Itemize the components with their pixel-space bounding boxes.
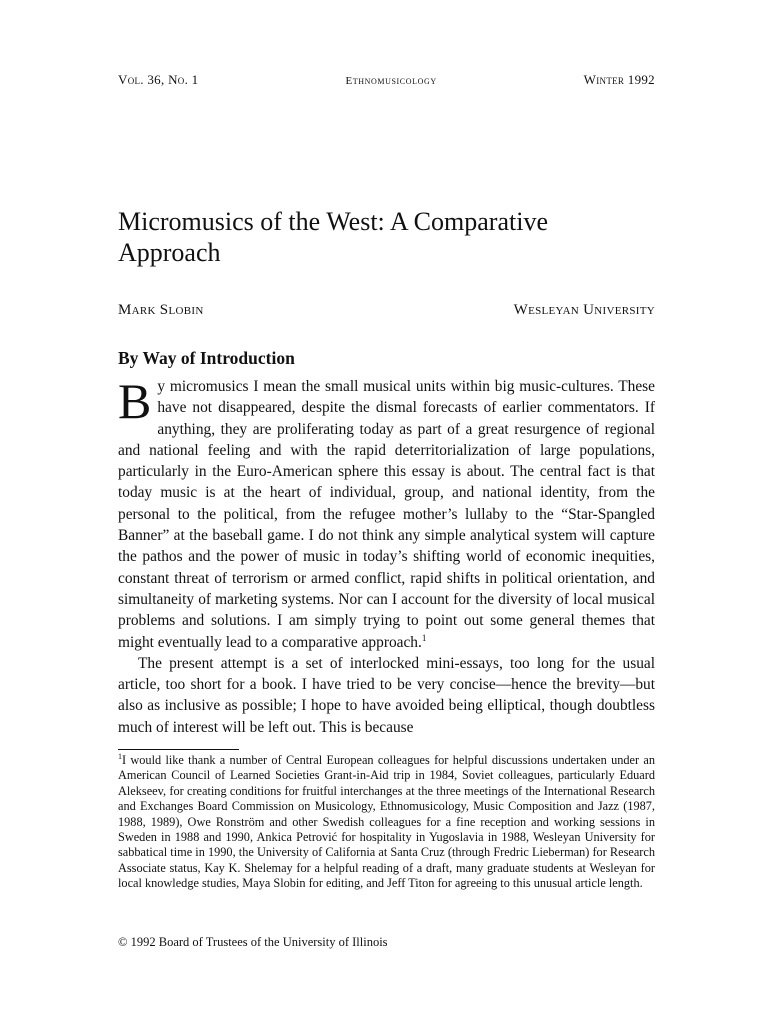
footnote-text: I would like thank a number of Central European colleagues for helpful discussions undertaken under an American Council of Learned Societies Grant-in-Aid trip in 1984, Soviet colleagues, particularly Eduard Alekseev, for creating conditions for fruitful interchanges at the three meetings of the International Research and Exchanges Board Commission on Musicology, Ethnomusicology, Music Composition and Jazz (1987, 1988, 1989), Owe Ronström and other Swedish colleagues for a fine reception and working sessions in Sweden in 1988 and 1990, Ankica Petrović for hospitality in Yugoslavia in 1988, Wesleyan University for sabbatical time in 1990, the University of California at Santa Cruz (through Fredric Lieberman) for Research Associate status, Kay K. Shelemay for a helpful reading of a draft, many graduate students at Wesleyan for local knowledge studies, Maya Slobin for editing, and Jeff Titon for agreeing to this unusual article length. (118, 753, 655, 891)
paragraph-2: The present attempt is a set of interlocked mini-essays, too long for the usual article, too short for a book. I have tried to be very concise—hence the brevity—but also as inclusive as possible; I hope to have avoided being elliptical, though doubtless much of interest will be left out. This is because (118, 654, 655, 736)
article-title: Micromusics of the West: A Comparative Approach (118, 207, 548, 267)
running-head-volume: Vol. 36, No. 1 (118, 72, 199, 87)
footnote-reference[interactable]: 1 (421, 632, 427, 643)
byline (118, 302, 655, 319)
paragraph-1-text: y micromusics I mean the small musical units within big music-cultures. These have not disappeared, despite the dismal forecasts of earlier commentators. If anything, they are proliferating today as part of a great resurgence of regional and national feeling and with the rapid deterritorialization of large populations, particularly in the Euro-American sphere this essay is about. The central fact is that today music is at the heart of individual, group, and national identity, from the personal to the political, from the refugee mother’s lullaby to the “Star-Spangled Banner” at the baseball game. I do not think any simple analytical system will capture the pathos and the power of music in today’s shifting world of economic inequities, constant threat of terrorism or armed conflict, rapid shifts in political orientation, and simultaneity of marketing systems. Nor can I account for the diversity of local musical problems and solutions. I am simply trying to point out some general themes that might eventually lead to a comparative approach. (118, 378, 655, 651)
running-head-issue-date: Winter 1992 (583, 72, 655, 87)
section-heading: By Way of Introduction (118, 348, 295, 368)
copyright-notice: © 1992 Board of Trustees of the University of Illinois (118, 935, 388, 949)
author-affiliation: Wesleyan University (513, 302, 655, 318)
footnote-marker: 1 (118, 752, 122, 761)
drop-cap: B (118, 373, 152, 429)
paragraph-1 (118, 373, 655, 653)
body-text (118, 373, 655, 738)
running-head (118, 72, 655, 88)
running-head-journal: Ethnomusicology (345, 75, 437, 87)
author-name: Mark Slobin (118, 302, 204, 318)
footnote-divider (118, 749, 239, 750)
footnote (118, 753, 655, 892)
